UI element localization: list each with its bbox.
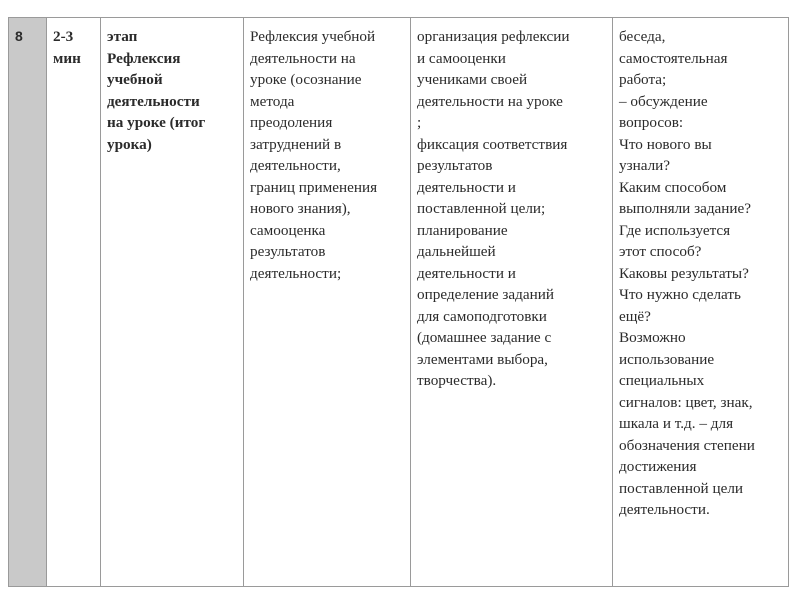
teacher-activity-cell	[411, 18, 613, 587]
stage-content: Рефлексия учебной деятельности на уроке (осознание метода преодоления затруднений в деятельности, границ применения нового знания), самооценка результатов деятельности;	[250, 28, 378, 282]
lesson-plan-table	[8, 17, 789, 587]
stage-number-cell	[9, 18, 47, 587]
stage-duration: 2-3 мин	[53, 28, 81, 67]
stage-number: 8	[15, 28, 23, 44]
stage-name-cell	[101, 18, 244, 587]
stage-name: этап Рефлексия учебной деятельности на уроке (итог урока)	[107, 28, 206, 153]
teacher-activity: организация рефлексии и самооценки учениками своей деятельности на уроке ; фиксация соответствия результатов деятельности и поставленной цели; планирование дальнейшей деятельности и определение заданий для самоподготовки (домашнее задание с элементами выбора, творчества).	[417, 28, 570, 389]
content-cell	[244, 18, 411, 587]
forms-cell	[613, 18, 789, 587]
duration-cell	[47, 18, 101, 587]
work-forms: беседа, самостоятельная работа; – обсуждение вопросов: Что нового вы узнали? Каким способом выполняли задание? Где используется этот способ? Каковы результаты? Что нужно сделать ещё? Возможно использование специальных сигналов: цвет, знак, шкала и т.д. – для обозначения степени достижения поставленной цели деятельности.	[619, 28, 755, 518]
table-row	[9, 18, 789, 587]
